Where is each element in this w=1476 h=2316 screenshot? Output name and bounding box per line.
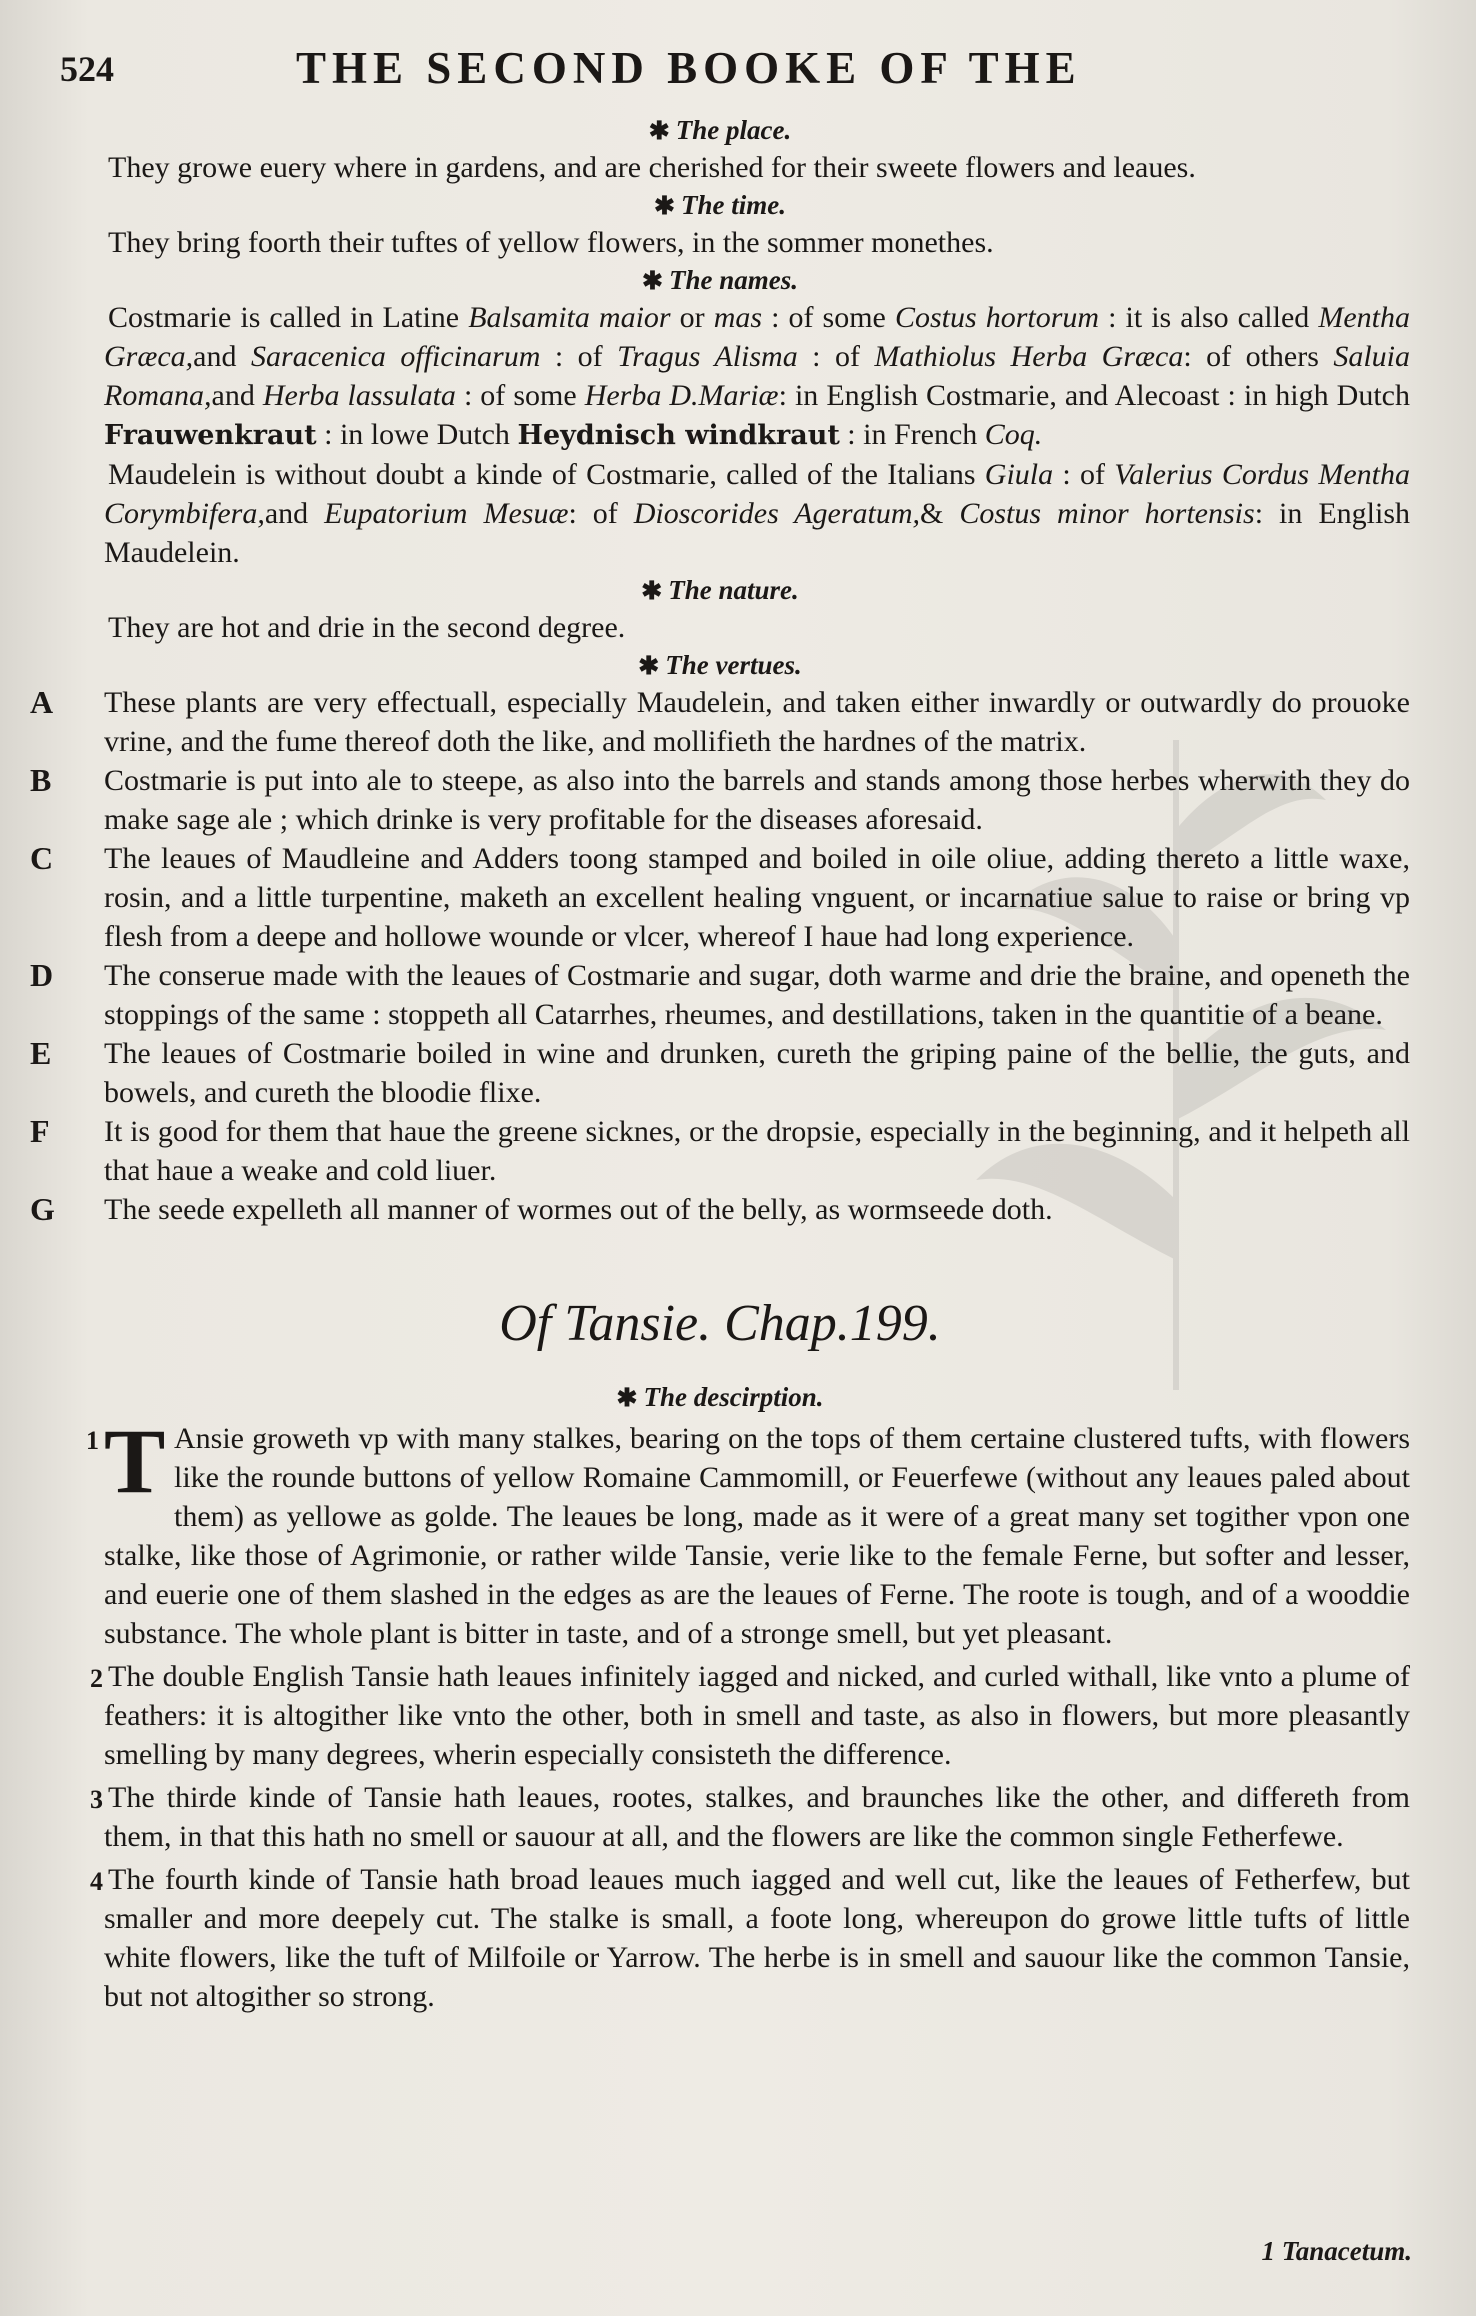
margin-letter: D [30,957,54,993]
page-header [0,42,1476,102]
vertue-paragraph: D The conserue made with the leaues of Costmarie and sugar, doth warme and drie the braine, and openeth the stoppings of the same : stoppeth all Catarrhes, rheumes, and destillations, taken in the quantitie of a beane. [30,957,1410,1031]
vertue-paragraph: B Costmarie is put into ale to steepe, as also into the barrels and stands among those herbes wherwith they do make sage ale ; which drinke is very profitable for the diseases aforesaid. [30,762,1410,836]
drop-cap: T [104,1410,166,1512]
description-paragraph: 4 The fourth kinde of Tansie hath broad leaues much iagged and well cut, like the leaues of Fetherfew, but smaller and more deepely cut. The stalke is small, a foote long, whereupon do growe little tufts of little white flowers, like the tuft of Milfoile or Yarrow. The herbe is in smell and sauour like the common Tansie, but not altogither so strong. [30,1860,1410,2016]
running-title: THE SECOND BOOKE OF THE [296,43,1082,93]
section-heading-description: ✱ The descirption. [616,1382,824,1412]
description-paragraph: 2 The double English Tansie hath leaues infinitely iagged and nicked, and curled withall, like vnto a plume of feathers: it is altogither like vnto the other, both in smell and taste, as also in flowers, but more pleasantly smelling by many degrees, wherin especially consisteth the difference. [30,1657,1410,1774]
asterisk-flower-icon: ✱ [642,268,663,295]
paragraph-place: They growe euery where in gardens, and are cherished for their sweete flowers and leaues. [108,151,1196,184]
asterisk-flower-icon: ✱ [641,578,663,605]
margin-letter: E [30,1035,52,1071]
vertue-paragraph: E The leaues of Costmarie boiled in wine and drunken, cureth the griping paine of the bellie, the guts, and bowels, and cureth the bloodie flixe. [30,1035,1410,1109]
catchword: 1 Tanacetum. [1261,2236,1412,2266]
section-heading-vertues: ✱ The vertues. [638,650,802,680]
section-heading-time: ✱ The time. [654,190,786,220]
paragraph-nature: They are hot and drie in the second degree. [108,611,626,644]
item-number: 4 [90,1867,103,1896]
chapter-title: Of Tansie. Chap.199. [499,1295,941,1352]
description-paragraph: 3 The thirde kinde of Tansie hath leaues, rootes, stalkes, and braunches like the other, and differeth from them, in that this hath no smell or sauour at all, and the flowers are like the common single Fetherfewe. [30,1778,1410,1856]
margin-letter: B [30,762,52,798]
paragraph-time: They bring foorth their tuftes of yellow flowers, in the sommer monethes. [108,226,994,259]
asterisk-flower-icon: ✱ [616,1385,638,1412]
asterisk-flower-icon: ✱ [654,193,675,220]
margin-letter: G [30,1191,55,1227]
vertue-paragraph: A These plants are very effectuall, especially Maudelein, and taken either inwardly or outwardly do prouoke vrine, and the fume thereof doth the like, and mollifieth the hardnes of the matrix. [30,684,1410,758]
paragraph-names-maudelein: Maudelein is without doubt a kinde of Costmarie, called of the Italians Giula : of Valerius Cordus Mentha Corymbifera,and Eupatorium Mesuæ: of Dioscorides Ageratum,& Costus minor hortensis: in English Maudelein. [104,458,1410,569]
vertue-paragraph: G The seede expelleth all manner of wormes out of the belly, as wormseede doth. [30,1191,1053,1227]
margin-letter: C [30,840,54,876]
vertue-paragraph: F It is good for them that haue the greene sicknes, or the dropsie, especially in the beginning, and it helpeth all that haue a weake and cold liuer. [30,1113,1410,1187]
margin-letter: A [30,684,54,720]
page-body [30,112,1410,2016]
item-number: 3 [90,1785,103,1814]
vertue-paragraph: C The leaues of Maudleine and Adders toong stamped and boiled in oile oliue, adding thereto a little waxe, rosin, and a little turpentine, maketh an excellent healing vnguent, or incarnatiue salue to raise or bring vp flesh from a deepe and hollowe wounde or vlcer, whereof I haue had long experience. [30,840,1410,953]
page-number: 524 [60,49,114,89]
paragraph-names-costmarie: Costmarie is called in Latine Balsamita maior or mas : of some Costus hortorum : it is also called Mentha Græca,and Saracenica officinarum : of Tragus Alisma : of Mathiolus Herba Græca: of others Saluia Romana,and Herba lassulata : of some Herba D.Mariæ: in English Costmarie, and Alecoast : in high Dutch Frauwenkraut : in lowe Dutch Heydnisch windkraut : in French Coq. [104,301,1411,451]
margin-letter: F [30,1113,50,1149]
description-paragraph: 1 T Ansie groweth vp with many stalkes, bearing on the tops of them certaine clustered tufts, with flowers like the rounde buttons of yellow Romaine Cammomill, or Feuerfewe (without any leaues paled about them) as yellowe as golde. The leaues be long, made as it were of a great many set togither vpon one stalke, like those of Agrimonie, or rather wilde Tansie, verie like to the female Ferne, but softer and lesser, and euerie one of them slashed in the edges as are the leaues of Ferne. The roote is tough, and of a wooddie substance. The whole plant is bitter in taste, and of a stronge smell, but yet pleasant. [86,1410,1410,1650]
item-number: 2 [90,1664,103,1693]
asterisk-flower-icon: ✱ [638,653,660,680]
item-number: 1 [86,1426,99,1455]
section-heading-place: ✱ The place. [648,115,792,145]
asterisk-flower-icon: ✱ [648,118,670,145]
section-heading-names: ✱ The names. [642,265,798,295]
section-heading-nature: ✱ The nature. [641,575,799,605]
